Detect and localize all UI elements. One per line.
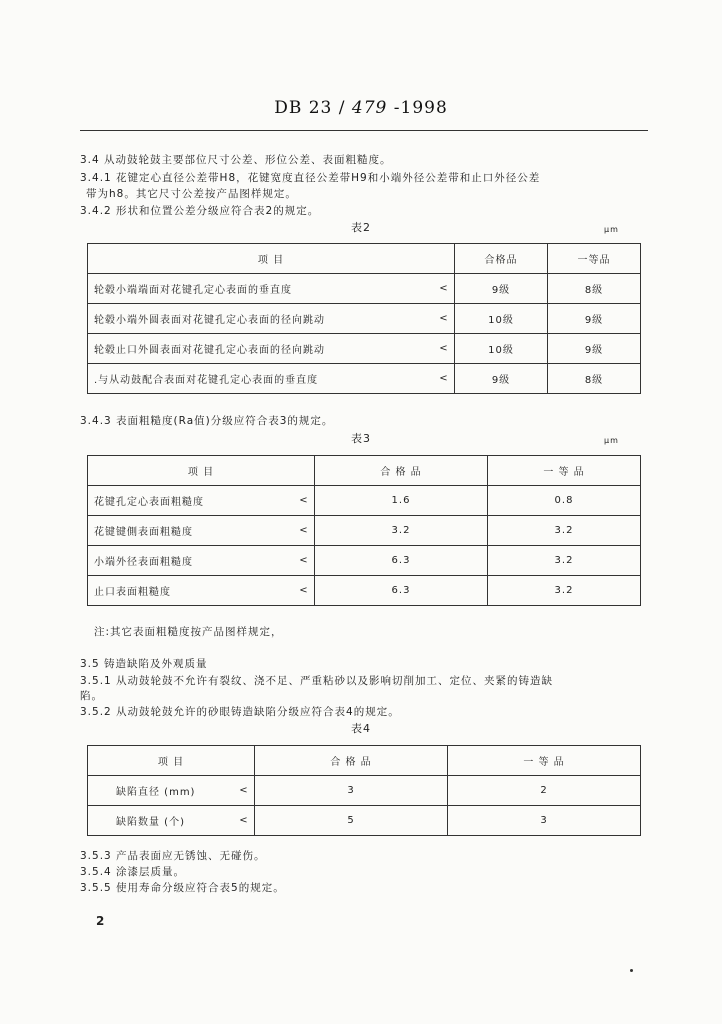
section-3-4-1-line2: 带为h8。其它尺寸公差按产品图样规定。 <box>86 188 297 200</box>
table-cell-item: 缺陷直径 (mm) <box>88 776 235 806</box>
section-3-5-5: 3.5.5 使用寿命分级应符合表5的规定。 <box>80 882 285 894</box>
section-3-4-3: 3.4.3 表面粗糙度(Ra值)分级应符合表3的规定。 <box>80 415 334 427</box>
table4-caption: 表4 <box>351 722 371 735</box>
table-header-first-class: 一 等 品 <box>448 746 641 776</box>
section-3-5: 3.5 铸造缺陷及外观质量 <box>80 658 208 670</box>
table-header-qualified: 合 格 品 <box>255 746 448 776</box>
table-cell-qualified: 6.3 <box>315 546 488 576</box>
scan-speck <box>630 969 633 972</box>
table-cell-symbol: < <box>234 806 255 836</box>
table-cell-symbol: < <box>434 334 455 364</box>
table3-note: 注:其它表面粗糙度按产品图样规定， <box>94 626 283 638</box>
table-cell-qualified: 10级 <box>455 334 548 364</box>
table-cell-first-class: 3.2 <box>488 546 641 576</box>
table-cell-symbol: < <box>234 776 255 806</box>
table-row <box>88 486 641 516</box>
table-header-row <box>88 456 641 486</box>
table-row <box>88 546 641 576</box>
table-cell-symbol: < <box>434 304 455 334</box>
table-cell-symbol: < <box>294 576 315 606</box>
table-cell-item: 小端外径表面粗糙度 <box>88 546 295 576</box>
table-row <box>88 274 641 304</box>
table-cell-item: 轮毂止口外圆表面对花键孔定心表面的径向跳动 <box>88 334 435 364</box>
table2-caption: 表2 <box>351 221 371 234</box>
table-cell-item: 花键键側表面粗糙度 <box>88 516 295 546</box>
table-row <box>88 576 641 606</box>
table3-unit: μm <box>604 436 619 445</box>
table-cell-first-class: 8级 <box>548 274 641 304</box>
table-cell-item: .与从动鼓配合表面对花键孔定心表面的垂直度 <box>88 364 435 394</box>
table-header-qualified: 合 格 品 <box>315 456 488 486</box>
section-3-4-2: 3.4.2 形状和位置公差分级应符合表2的规定。 <box>80 205 320 217</box>
table-cell-symbol: < <box>294 516 315 546</box>
table-cell-symbol: < <box>434 364 455 394</box>
table-cell-item: 止口表面粗糙度 <box>88 576 295 606</box>
table-row <box>88 776 641 806</box>
section-3-5-1-line1: 3.5.1 从动鼓轮鼓不允许有裂纹、浇不足、严重粘砂以及影响切削加工、定位、夹紧的铸造缺 <box>80 675 554 687</box>
table-cell-first-class: 9级 <box>548 334 641 364</box>
table-cell-qualified: 5 <box>255 806 448 836</box>
table-row <box>88 304 641 334</box>
table-header-qualified: 合格品 <box>455 244 548 274</box>
table-cell-item: 轮毂小端外圆表面对花键孔定心表面的径向跳动 <box>88 304 435 334</box>
table-cell-symbol: < <box>434 274 455 304</box>
header-handwritten-number: 479 <box>351 98 388 118</box>
table-cell-first-class: 0.8 <box>488 486 641 516</box>
table3 <box>87 455 641 606</box>
section-3-4-1-line1: 3.4.1 花键定心直径公差带H8，花键宽度直径公差带H9和小端外径公差带和止口外径公差 <box>80 172 541 184</box>
table-cell-qualified: 10级 <box>455 304 548 334</box>
document-header <box>0 98 722 118</box>
table-row <box>88 806 641 836</box>
table-header-item: 项 目 <box>88 746 255 776</box>
table-cell-first-class: 2 <box>448 776 641 806</box>
header-suffix: -1998 <box>393 98 448 118</box>
table-cell-item: 缺陷数量 (个) <box>88 806 235 836</box>
table-cell-symbol: < <box>294 486 315 516</box>
section-3-5-4: 3.5.4 涂漆层质量。 <box>80 866 186 878</box>
table-cell-item: 花键孔定心表面粗糙度 <box>88 486 295 516</box>
table2 <box>87 243 641 394</box>
section-3-5-2: 3.5.2 从动鼓轮鼓允许的砂眼铸造缺陷分级应符合表4的规定。 <box>80 706 400 718</box>
table-cell-qualified: 3.2 <box>315 516 488 546</box>
table-cell-qualified: 1.6 <box>315 486 488 516</box>
table-cell-first-class: 3 <box>448 806 641 836</box>
table2-unit: μm <box>604 225 619 234</box>
table-cell-symbol: < <box>294 546 315 576</box>
table-row <box>88 516 641 546</box>
page-number: 2 <box>96 914 105 928</box>
table-cell-item: 轮毂小端端面对花键孔定心表面的垂直度 <box>88 274 435 304</box>
table-cell-first-class: 8级 <box>548 364 641 394</box>
table-cell-qualified: 3 <box>255 776 448 806</box>
section-3-4: 3.4 从动鼓轮鼓主要部位尺寸公差、形位公差、表面粗糙度。 <box>80 154 392 166</box>
table-header-first-class: 一等品 <box>548 244 641 274</box>
table-header-row <box>88 244 641 274</box>
table-header-item: 项 目 <box>88 456 315 486</box>
header-slash: / <box>338 98 346 118</box>
table-cell-qualified: 9级 <box>455 364 548 394</box>
table-cell-first-class: 3.2 <box>488 516 641 546</box>
section-3-5-3: 3.5.3 产品表面应无锈蚀、无碰伤。 <box>80 850 266 862</box>
header-prefix: DB 23 <box>274 98 333 118</box>
table-cell-first-class: 9级 <box>548 304 641 334</box>
table-row <box>88 334 641 364</box>
table-cell-qualified: 6.3 <box>315 576 488 606</box>
table-cell-first-class: 3.2 <box>488 576 641 606</box>
table-header-first-class: 一 等 品 <box>488 456 641 486</box>
table-cell-qualified: 9级 <box>455 274 548 304</box>
table4 <box>87 745 641 836</box>
table-row <box>88 364 641 394</box>
section-3-5-1-line2: 陷。 <box>80 690 103 702</box>
table-header-row <box>88 746 641 776</box>
table3-caption: 表3 <box>351 432 371 445</box>
header-rule <box>80 130 648 131</box>
table-header-item: 项 目 <box>88 244 455 274</box>
